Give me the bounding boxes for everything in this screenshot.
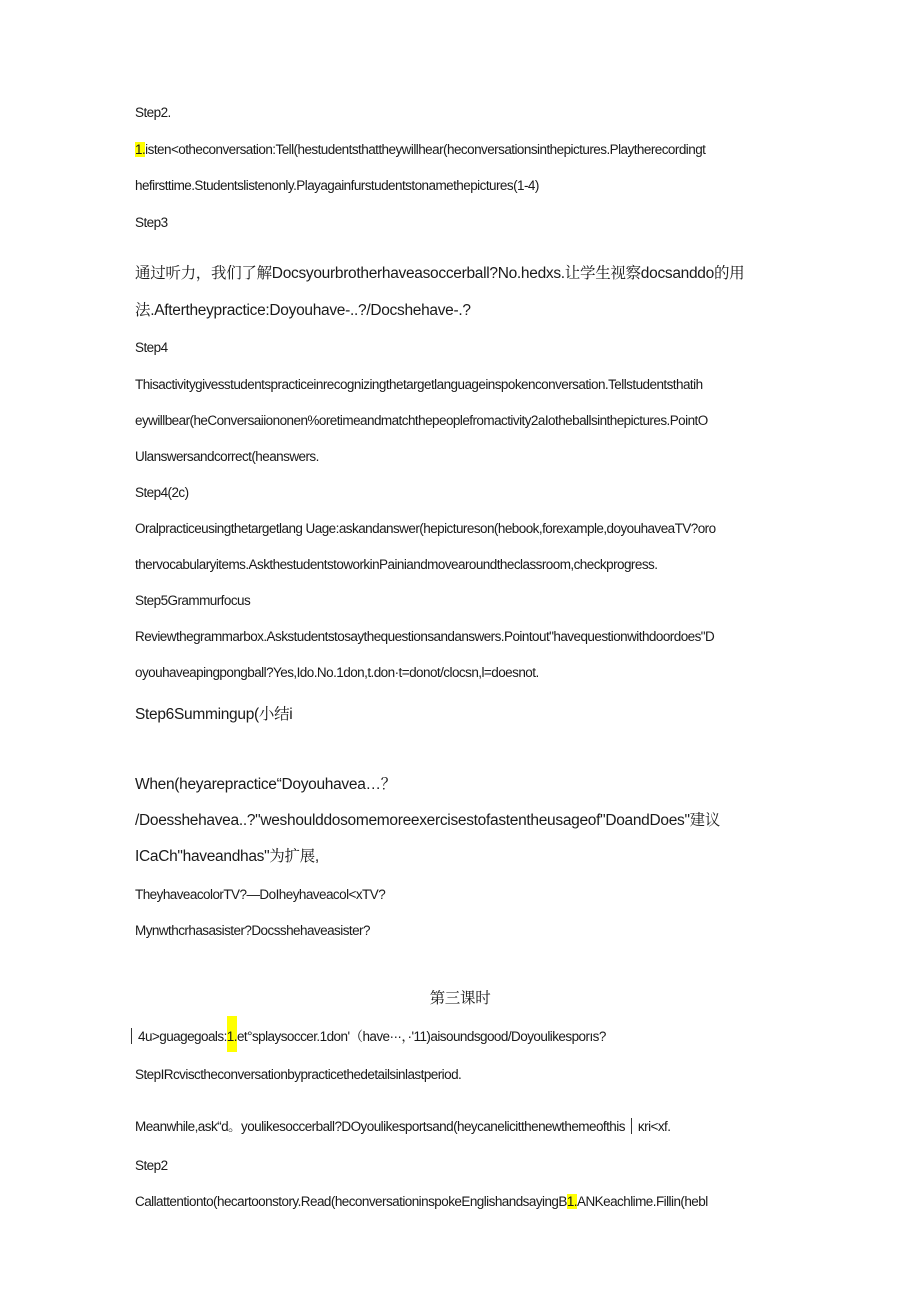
paragraph-line [135,141,705,159]
text-run: Meanwhile,ask“d。youlikesoccerball?DOyoulikesportsand(heycanelicitthenewthemeofthis [135,1119,625,1134]
vertical-bar [631,1118,632,1134]
paragraph-line: StepIRcvisctheconversationbypracticethedetailsinlastperiod. [135,1067,462,1082]
paragraph-line: ICaCh"haveandhas"为扩展, [135,848,319,865]
paragraph-line: 通过听力，我们了解Docsyourbrotherhaveasoccerball?No.hedxs.让学生视察docsanddo的用 [135,265,745,282]
paragraph-line [135,1118,670,1136]
paragraph-line: hefirsttime.Studentslistenonly.Playagainfurstudentstonamethepictures(1-4) [135,178,539,193]
text-run: ANKeachlime.Fillin(hebl [577,1194,708,1209]
step2-heading: Step2. [135,105,171,120]
step2-heading: Step2 [135,1158,168,1173]
paragraph-line: 法.Aftertheypractice:Doyouhave-..?/Docshehave-.? [135,302,471,319]
step3-heading: Step3 [135,215,168,230]
step6-heading: Step6Summingup(小结i [135,706,293,723]
highlighted-number: 1. [566,1194,578,1209]
paragraph-line: TheyhaveacolorTV?—DoIheyhaveacol<xTV? [135,887,386,902]
paragraph-line [131,1016,606,1052]
text-run: Callattentionto(hecartoonstory.Read(heconversationinspokeEnglishandsayingB [135,1194,567,1209]
step4-2c-heading: Step4(2c) [135,485,189,500]
paragraph-line: thervocabularyitems.AskthestudentstoworkinPainiandmovearoundtheclassroom,checkprogress. [135,557,658,572]
text-run: 4u>guagegoals: [138,1029,227,1044]
paragraph-line: Mynwthcrhasasister?Docsshehaveasister? [135,923,370,938]
paragraph-line: /Doesshehavea..?"weshoulddosomemoreexercisestofastentheusageof"DoandDoes"建议 [135,812,721,829]
paragraph-line: Oralpracticeusingthetargetlang Uage:askandanswer(hepictureson(hebook,forexample,doyouhaveaTV?oro [135,521,716,536]
step5-heading: Step5Grammurfocus [135,593,251,608]
paragraph-line: Thisactivitygivesstudentspracticeinrecognizingthetargetlanguageinspokenconversation.Tellstudentsthatih [135,377,703,392]
section-heading: 第三课时 [429,990,491,1007]
text-run: κri<xf. [637,1119,671,1134]
highlighted-number: 1. [135,142,146,157]
highlighted-number: 1. [227,1016,237,1052]
paragraph-line: oyouhaveapingpongball?Yes,Ido.No.1don,t.don·t=donot/clocsn,l=doesnot. [135,665,539,680]
paragraph-line: eywillbear(heConversaiiononen%oretimeandmatchthepeoplefromactivity2aIotheballsinthepictures.PointO [135,413,708,428]
paragraph-line: When(heyarepractice“Doyouhavea…？ [135,776,396,793]
paragraph-line: Reviewthegrammarbox.Askstudentstosaythequestionsandanswers.Pointout"havequestionwithdoordoes"D [135,629,715,644]
paragraph-line [135,1193,708,1211]
step4-heading: Step4 [135,340,168,355]
vertical-bar [131,1028,132,1044]
text-run: isten<otheconversation:Tell(hestudentsthattheywillhear(heconversationsinthepictures.Playtherecordingt [145,142,706,157]
text-run: et°splaysoccer.1don'（have···，·'11)aisoundsgood/Doyoulikesporıs? [236,1029,606,1044]
paragraph-line: Ulanswersandcorrect(heanswers. [135,449,319,464]
